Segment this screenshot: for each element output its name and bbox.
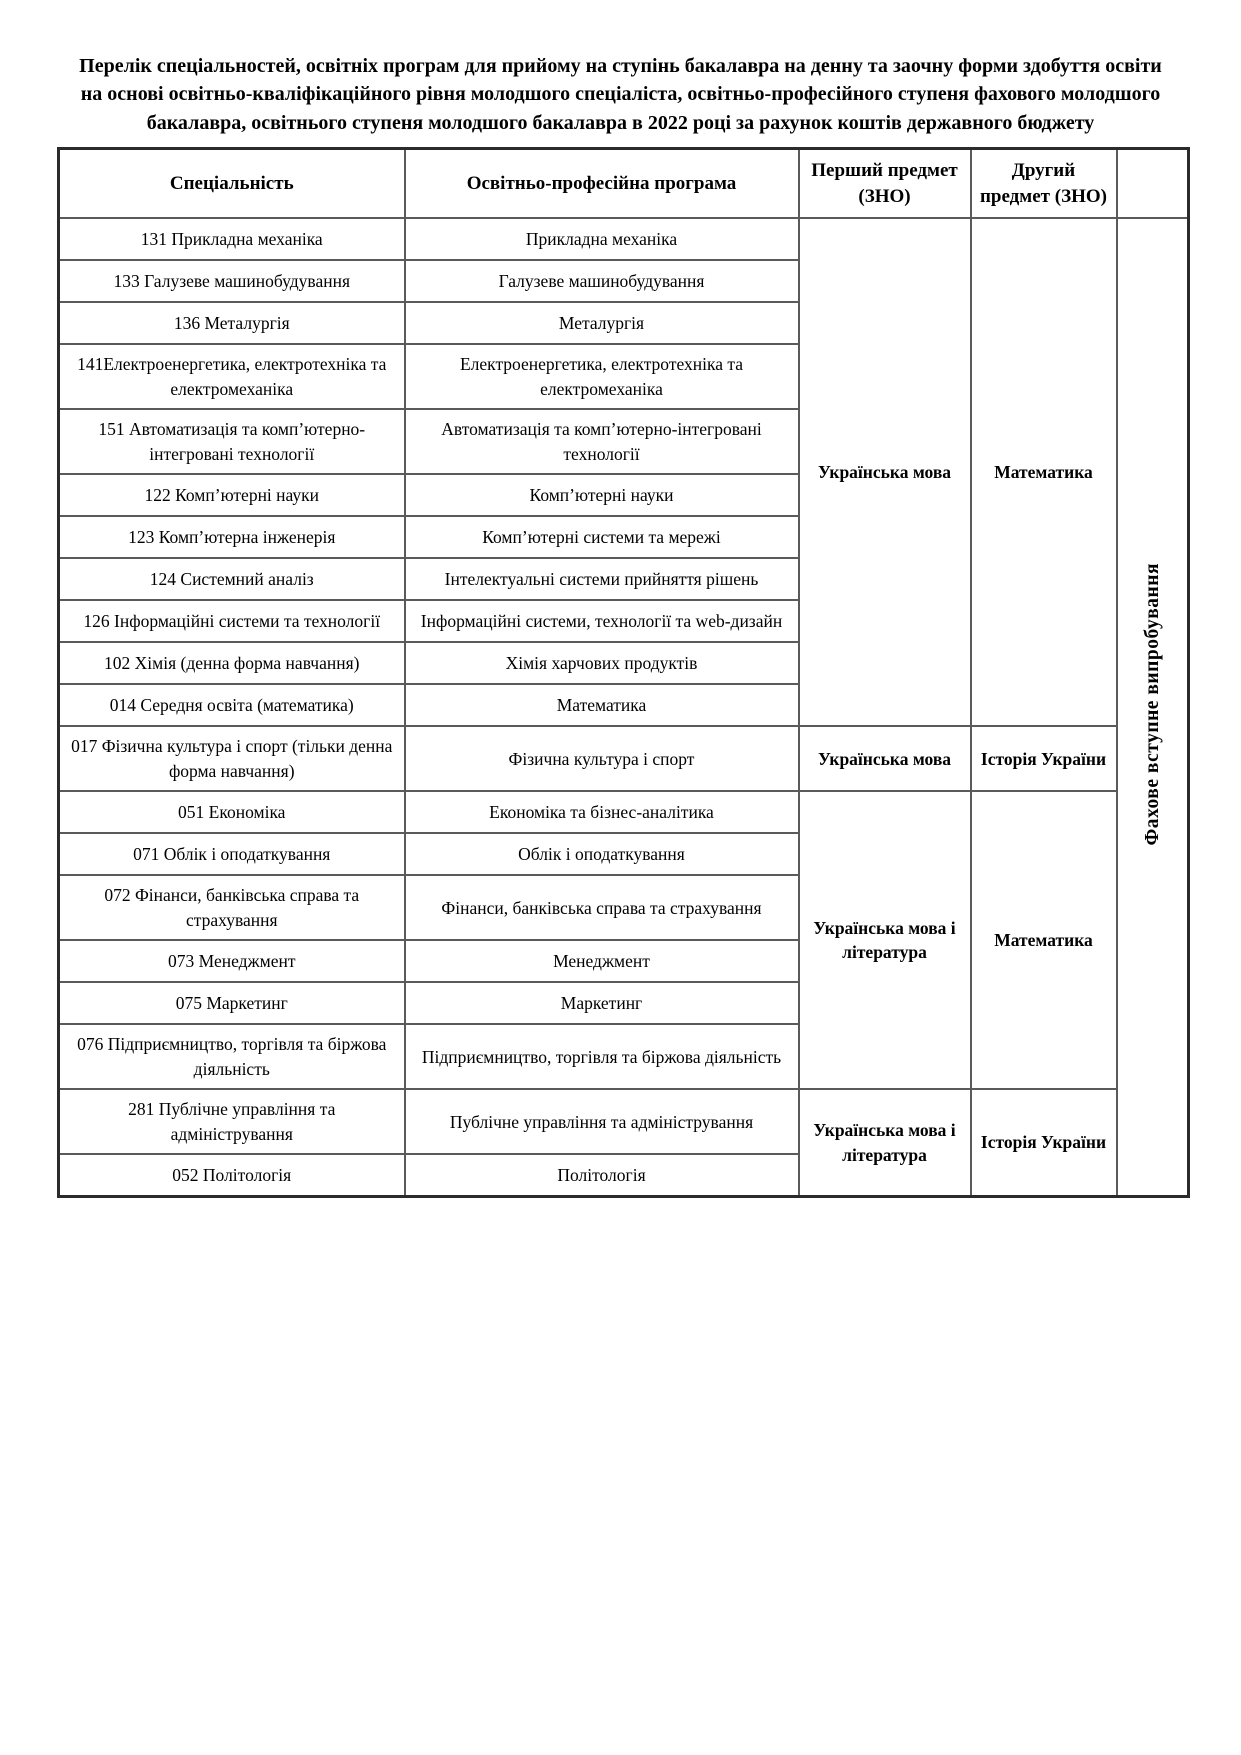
program-cell: Облік і оподаткування [405,833,799,875]
header-extra [1117,149,1189,219]
program-cell: Інтелектуальні системи прийняття рішень [405,558,799,600]
first-subject-cell: Українська мова і література [799,791,971,1089]
program-cell: Підприємництво, торгівля та біржова діяльність [405,1024,799,1089]
first-subject-cell: Українська мова [799,218,971,726]
program-cell: Інформаційні системи, технології та web-дизайн [405,600,799,642]
table-header [59,149,1189,219]
vertical-exam-cell [1117,218,1189,1196]
specialty-cell: 051 Економіка [59,791,405,833]
specialty-cell: 075 Маркетинг [59,982,405,1024]
header-row [59,149,1189,219]
program-cell: Математика [405,684,799,726]
specialty-cell: 052 Політологія [59,1154,405,1196]
program-cell: Публічне управління та адміністрування [405,1089,799,1154]
specialty-cell: 124 Системний аналіз [59,558,405,600]
table-row [59,726,1189,791]
specialty-cell: 131 Прикладна механіка [59,218,405,260]
specialties-table [57,147,1190,1198]
specialty-cell: 076 Підприємництво, торгівля та біржова діяльність [59,1024,405,1089]
program-cell: Комп’ютерні системи та мережі [405,516,799,558]
first-subject-cell: Українська мова [799,726,971,791]
program-cell: Металургія [405,302,799,344]
specialty-cell: 123 Комп’ютерна інженерія [59,516,405,558]
second-subject-cell: Математика [971,791,1117,1089]
document-title: Перелік спеціальностей, освітніх програм для прийому на ступінь бакалавра на денну та заочну форми здобуття освіти на основі освітньо-кваліфікаційного рівня молодшого спеціаліста, освітньо-професійного ступеня фахового молодшого бакалавра, освітнього ступеня молодшого бакалавра в 2022 році за рахунок коштів державного бюджету [79,55,1162,134]
second-subject-cell: Математика [971,218,1117,726]
table-row [59,791,1189,833]
table-body [59,218,1189,1196]
specialty-cell: 072 Фінанси, банківська справа та страхування [59,875,405,940]
program-cell: Електроенергетика, електротехніка та електромеханіка [405,344,799,409]
header-specialty: Спеціальність [59,149,405,219]
specialty-cell: 102 Хімія (денна форма навчання) [59,642,405,684]
specialty-cell: 071 Облік і оподаткування [59,833,405,875]
program-cell: Політологія [405,1154,799,1196]
program-cell: Фінанси, банківська справа та страхування [405,875,799,940]
specialty-cell: 281 Публічне управління та адміністрування [59,1089,405,1154]
specialty-cell: 122 Комп’ютерні науки [59,474,405,516]
program-cell: Комп’ютерні науки [405,474,799,516]
program-cell: Галузеве машинобудування [405,260,799,302]
header-first-subject: Перший предмет (ЗНО) [799,149,971,219]
second-subject-cell: Історія України [971,726,1117,791]
program-cell: Хімія харчових продуктів [405,642,799,684]
specialty-cell: 141Електроенергетика, електротехніка та електромеханіка [59,344,405,409]
specialty-cell: 014 Середня освіта (математика) [59,684,405,726]
program-cell: Прикладна механіка [405,218,799,260]
table-row [59,218,1189,260]
header-program: Освітньо-професійна програма [405,149,799,219]
second-subject-cell: Історія України [971,1089,1117,1196]
first-subject-cell: Українська мова і література [799,1089,971,1196]
specialty-cell: 133 Галузеве машинобудування [59,260,405,302]
program-cell: Фізична культура і спорт [405,726,799,791]
program-cell: Маркетинг [405,982,799,1024]
specialty-cell: 073 Менеджмент [59,940,405,982]
header-second-subject: Другий предмет (ЗНО) [971,149,1117,219]
program-cell: Автоматизація та комп’ютерно-інтегровані технології [405,409,799,474]
specialty-cell: 151 Автоматизація та комп’ютерно-інтегровані технології [59,409,405,474]
vertical-exam-label: Фахове вступне випробування [1141,562,1163,846]
program-cell: Економіка та бізнес-аналітика [405,791,799,833]
specialty-cell: 136 Металургія [59,302,405,344]
specialty-cell: 126 Інформаційні системи та технології [59,600,405,642]
specialty-cell: 017 Фізична культура і спорт (тільки денна форма навчання) [59,726,405,791]
table-row [59,1089,1189,1154]
program-cell: Менеджмент [405,940,799,982]
